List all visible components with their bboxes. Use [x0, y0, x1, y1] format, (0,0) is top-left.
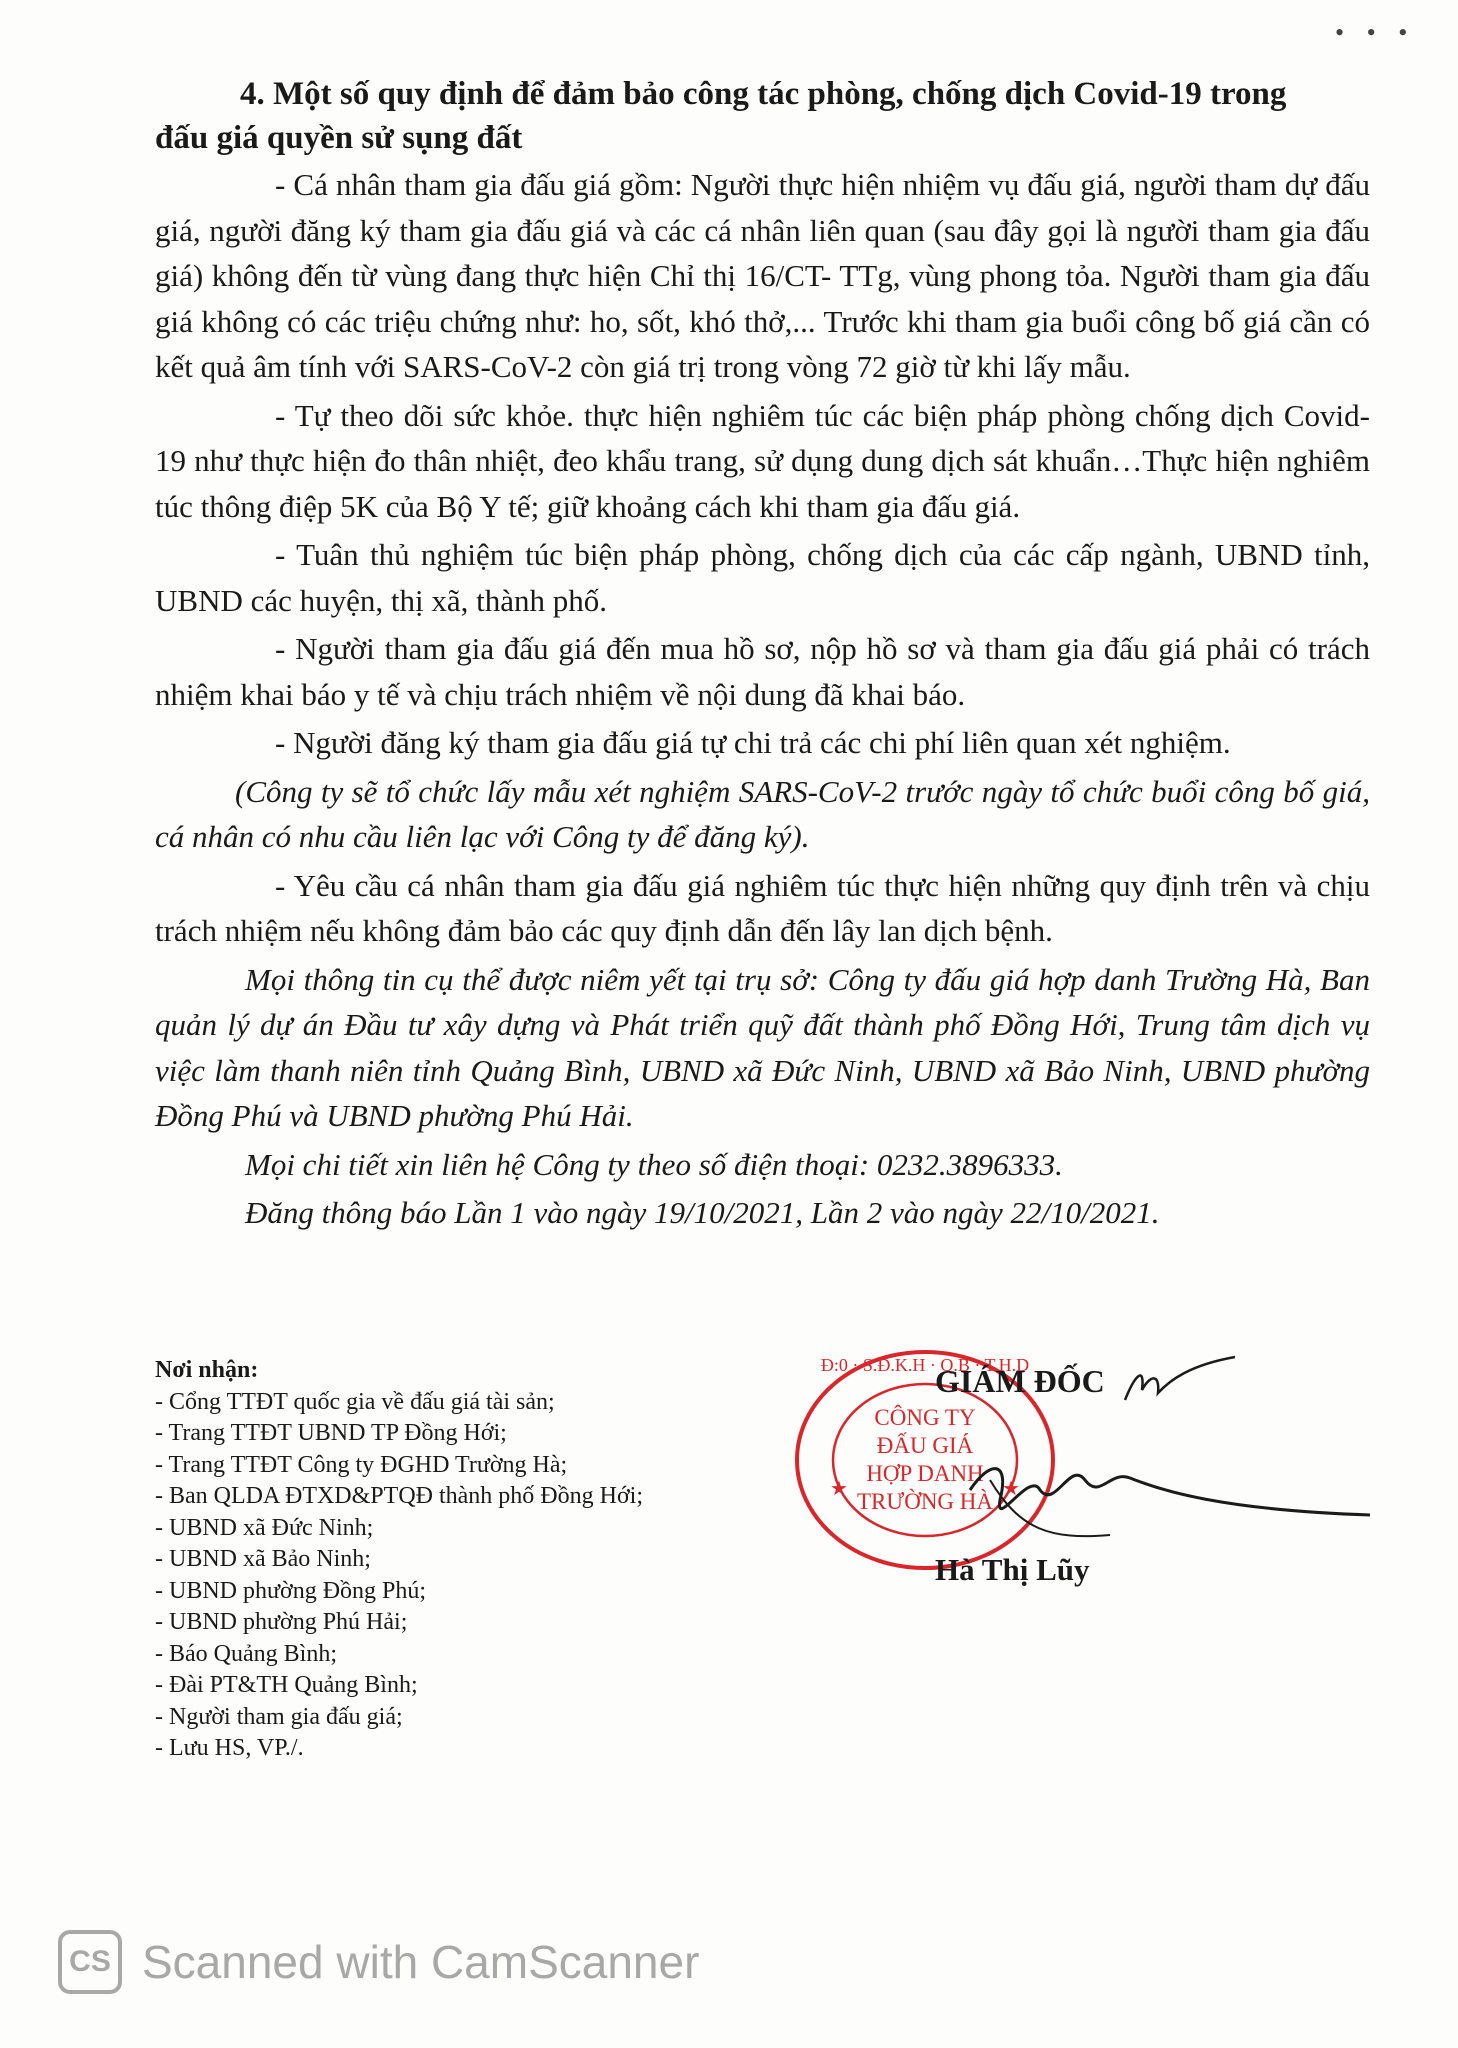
camscanner-watermark [58, 1930, 699, 1994]
recipient-item: - Trang TTĐT Công ty ĐGHD Trường Hà; [155, 1451, 568, 1478]
heading-line-2: đấu giá quyền sử sụng đất [155, 120, 523, 156]
recipient-item: - Đài PT&TH Quảng Bình; [155, 1672, 418, 1698]
handwritten-signature [960, 1450, 1380, 1560]
paragraph-requirement: - Yêu cầu cá nhân tham gia đấu giá nghiêm túc thực hiện những quy định trên và chịu trách nhiệm nếu không đảm bảo các quy định dẫn đến lây lan dịch bệnh. [155, 867, 1370, 948]
watermark-text: Scanned with CamScanner [142, 1936, 700, 1988]
stamp-star-icon: ★ [830, 1478, 848, 1500]
paragraph-compliance: - Tuân thủ nghiệm túc biện pháp phòng, chống dịch của các cấp ngành, UBND tỉnh, UBND các huyện, thị xã, thành phố. [155, 537, 1370, 618]
initial-flourish [1120, 1355, 1240, 1415]
paragraph-testing-cost: - Người đăng ký tham gia đấu giá tự chi trả các chi phí liên quan xét nghiệm. [275, 725, 1231, 760]
stamp-line-4: TRƯỜNG HÀ [856, 1489, 994, 1514]
signatory-name: Hà Thị Lũy [935, 1552, 1090, 1587]
paragraph-participants: - Cá nhân tham gia đấu giá gồm: Người thực hiện nhiệm vụ đấu giá, người tham dự đấu giá, người đăng ký tham gia đấu giá và các cá nhân liên quan (sau đây gọi là người tham gia đấu giá) không đến từ vùng đang thực hiện Chỉ thị 16/CT- TTg, vùng phong tỏa. Người tham gia đấu giá không có các triệu chứng như: ho, sốt, khó thở,... Trước khi tham gia buổi công bố giá cần có kết quả âm tính với SARS-CoV-2 còn giá trị trong vòng 72 giờ từ khi lấy mẫu. [155, 167, 1370, 384]
section-heading [155, 72, 1370, 160]
body-text [155, 162, 1370, 1239]
stamp-star-icon: ★ [1002, 1478, 1020, 1500]
stamp-line-1: CÔNG TY [874, 1405, 976, 1430]
recipient-item: - Ban QLDA ĐTXD&PTQĐ thành phố Đồng Hới; [155, 1483, 643, 1509]
scan-dots: • • • [1335, 18, 1416, 47]
recipient-item: - UBND xã Bảo Ninh; [155, 1546, 371, 1572]
stamp-line-3: HỢP DANH [866, 1461, 984, 1486]
paragraph-posting-info: Mọi thông tin cụ thể được niêm yết tại trụ sở: Công ty đấu giá hợp danh Trường Hà, Ban quản lý dự án Đầu tư xây dựng và Phát triển quỹ đất thành phố Đồng Hới, Trung tâm dịch vụ việc làm thanh niên tỉnh Quảng Bình, UBND xã Đức Ninh, UBND xã Bảo Ninh, UBND phường Đồng Phú và UBND phường Phú Hải. [155, 961, 1370, 1133]
recipient-item: - Lưu HS, VP./. [155, 1735, 304, 1761]
stamp-line-2: ĐẤU GIÁ [876, 1433, 974, 1458]
stamp-ring-text: Đ:0 · S.Đ.K.H · Q.B · T.H.D [820, 1355, 1030, 1375]
camscanner-logo-icon: CS [58, 1930, 122, 1994]
recipient-item: - Cổng TTĐT quốc gia về đấu giá tài sản; [155, 1388, 555, 1415]
recipient-item: - UBND phường Đồng Phú; [155, 1577, 427, 1604]
recipients-list [155, 1387, 775, 1765]
signature-title: GIÁM ĐỐC [935, 1363, 1105, 1399]
recipient-item: - UBND xã Đức Ninh; [155, 1514, 374, 1541]
paragraph-sampling-note: (Công ty sẽ tổ chức lấy mẫu xét nghiệm SARS-CoV-2 trước ngày tổ chức buổi công bố giá, cá nhân có nhu cầu liên lạc với Công ty để đăng ký). [155, 773, 1370, 854]
recipient-item: - Người tham gia đấu giá; [155, 1703, 403, 1730]
recipients-title: Nơi nhận: [155, 1357, 259, 1383]
paragraph-self-monitoring: - Tự theo dõi sức khỏe. thực hiện nghiêm túc các biện pháp phòng chống dịch Covid- 19 như thực hiện đo thân nhiệt, đeo khẩu trang, sử dụng dung dịch sát khuẩn…Thực hiện nghiêm túc thông điệp 5K của Bộ Y tế; giữ khoảng cách khi tham gia đấu giá. [155, 397, 1370, 524]
recipient-item: - UBND phường Phú Hải; [155, 1609, 408, 1635]
recipients-block [155, 1355, 775, 1765]
paragraph-contact: Mọi chi tiết xin liên hệ Công ty theo số điện thoại: 0232.3896333. [245, 1146, 1063, 1182]
paragraph-announcement-dates: Đăng thông báo Lần 1 vào ngày 19/10/2021, Lần 2 vào ngày 22/10/2021. [245, 1195, 1160, 1230]
heading-line-1: 4. Một số quy định để đảm bảo công tác phòng, chống dịch Covid-19 trong [240, 76, 1287, 112]
recipient-item: - Trang TTĐT UBND TP Đồng Hới; [155, 1420, 507, 1446]
paragraph-medical-declaration: - Người tham gia đấu giá đến mua hồ sơ, nộp hồ sơ và tham gia đấu giá phải có trách nhiệm khai báo y tế và chịu trách nhiệm về nội dung đã khai báo. [155, 631, 1370, 712]
recipient-item: - Báo Quảng Bình; [155, 1640, 337, 1667]
